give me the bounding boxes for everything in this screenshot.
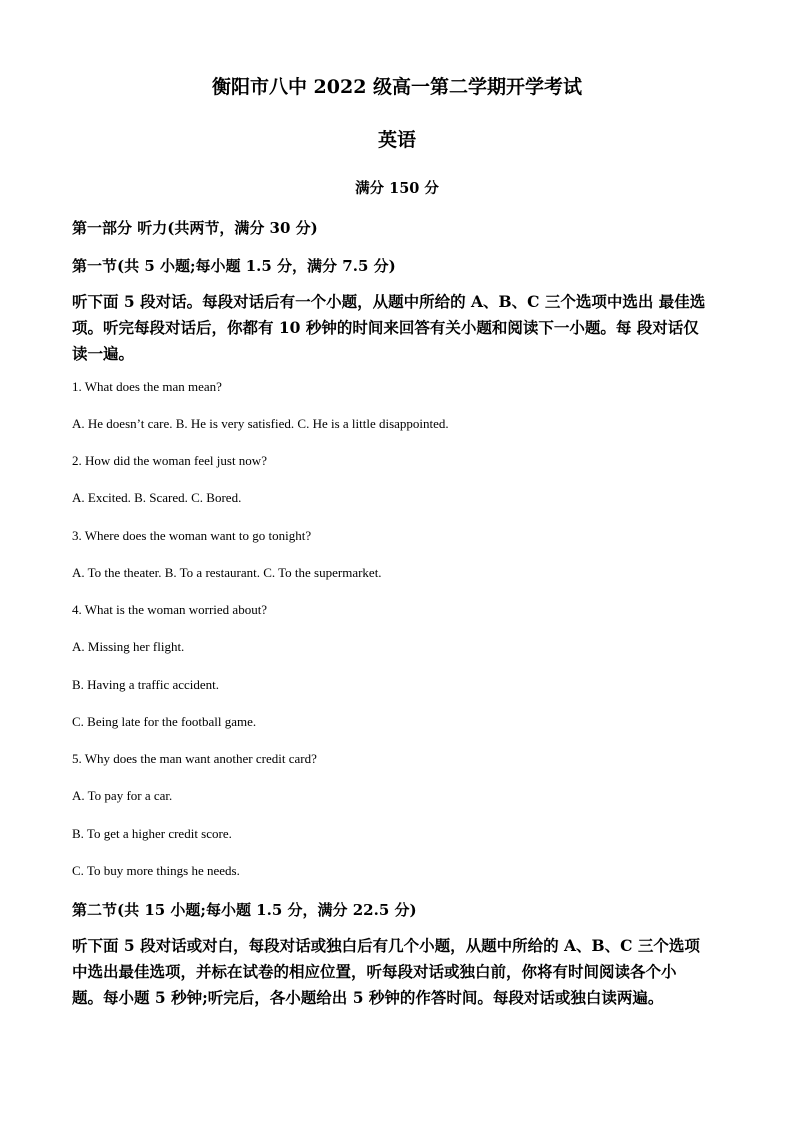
question-5-option-b: B. To get a higher credit score.: [72, 826, 232, 841]
instruction-line: 项。听完每段对话后，你都有 10 秒钟的时间来回答有关小题和阅读下一小题。每 段对话仅: [72, 318, 699, 337]
section2-heading: 第二节(共 15 小题;每小题 1.5 分，满分 22.5 分): [72, 901, 417, 919]
instruction-line: 听下面 5 段对话或对白，每段对话或独白后有几个小题，从题中所给的 A、B、C 三个选项: [72, 936, 700, 955]
section1-instructions: [72, 289, 722, 367]
full-score: 满分 150 分: [355, 180, 439, 197]
part1-heading: 第一部分 听力(共两节，满分 30 分): [72, 219, 318, 237]
question-5-stem: 5. Why does the man want another credit card?: [72, 751, 317, 766]
section1-heading: 第一节(共 5 小题;每小题 1.5 分，满分 7.5 分): [72, 257, 396, 275]
instruction-line: 听下面 5 段对话。每段对话后有一个小题，从题中所给的 A、B、C 三个选项中选出 最佳选: [72, 292, 706, 311]
instruction-line: 题。每小题 5 秒钟;听完后，各小题给出 5 秒钟的作答时间。每段对话或独白读两遍。: [72, 988, 664, 1007]
question-3-stem: 3. Where does the woman want to go tonight?: [72, 528, 312, 543]
question-4-stem: 4. What is the woman worried about?: [72, 602, 268, 617]
instruction-line: 中选出最佳选项，并标在试卷的相应位置，听每段对话或独白前，你将有时间阅读各个小: [72, 962, 677, 981]
question-5-option-c: C. To buy more things he needs.: [72, 863, 240, 878]
instruction-line: 读一遍。: [72, 344, 135, 363]
section2-instructions: [72, 933, 722, 1011]
question-2-options: A. Excited. B. Scared. C. Bored.: [72, 490, 242, 505]
question-3-options: A. To the theater. B. To a restaurant. C. To the supermarket.: [72, 565, 382, 580]
question-1-stem: 1. What does the man mean?: [72, 379, 222, 394]
question-4-option-c: C. Being late for the football game.: [72, 714, 257, 729]
question-1-options: A. He doesn’t care. B. He is very satisfied. C. He is a little disappointed.: [72, 416, 449, 431]
subject-title: 英语: [377, 129, 416, 151]
question-2-stem: 2. How did the woman feel just now?: [72, 453, 267, 468]
question-4-option-a: A. Missing her flight.: [72, 639, 185, 654]
question-4-option-b: B. Having a traffic accident.: [72, 677, 220, 692]
exam-title: 衡阳市八中 2022 级高一第二学期开学考试: [211, 76, 583, 98]
question-5-option-a: A. To pay for a car.: [72, 788, 173, 803]
